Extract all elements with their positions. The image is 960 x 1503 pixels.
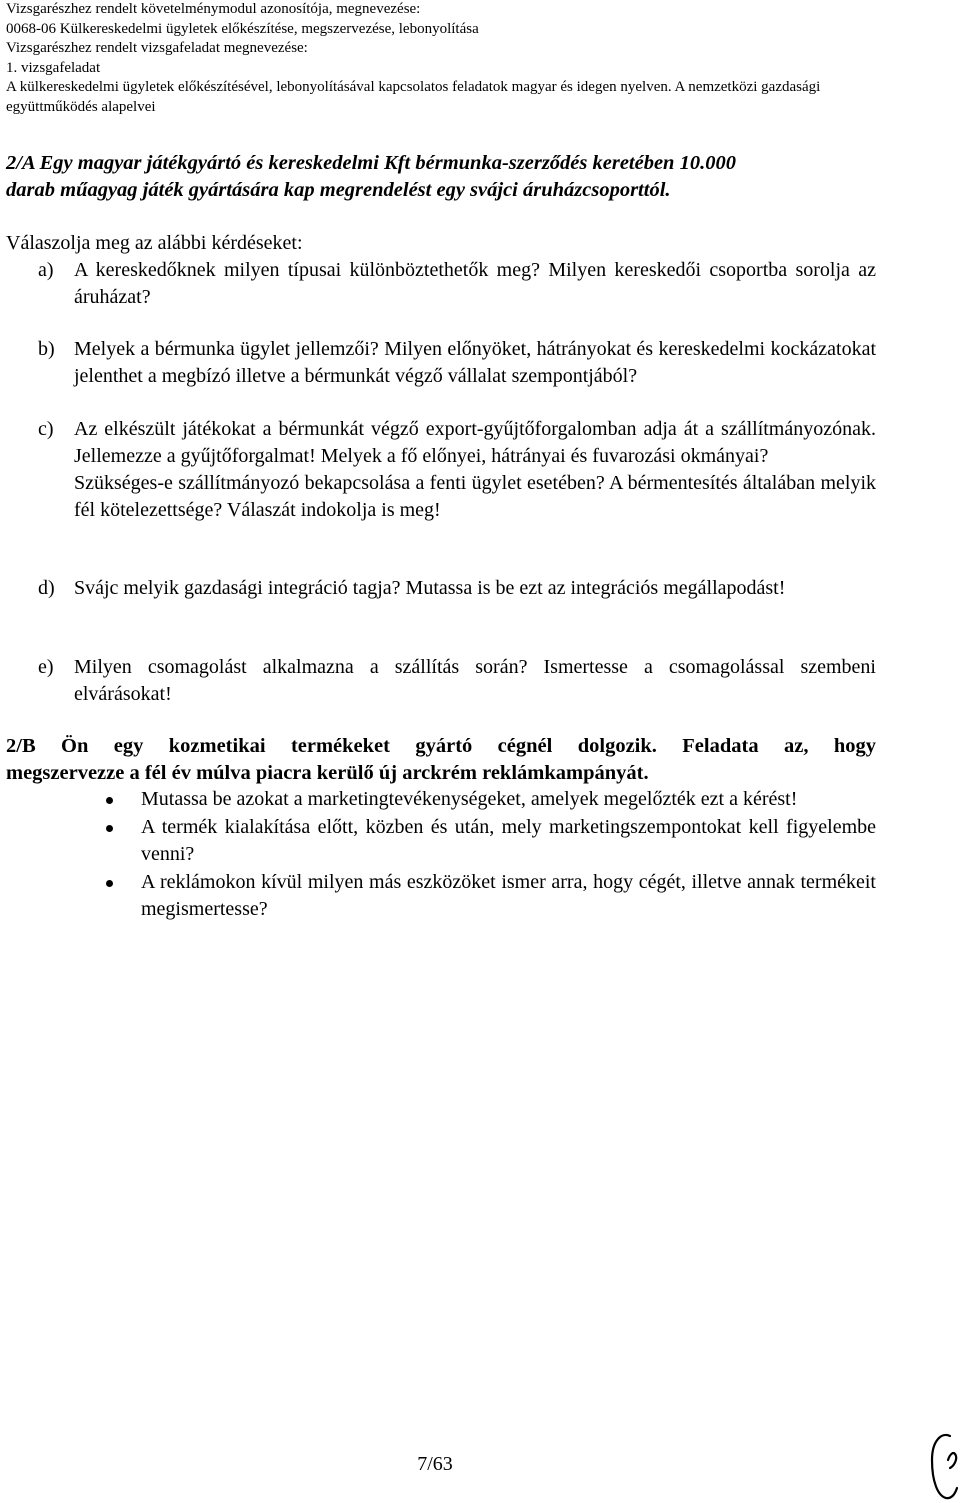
- page-number: 7/63: [417, 1453, 453, 1475]
- header-task-description: A külkereskedelmi ügyletek előkészítésével, lebonyolításával kapcsolatos feladatok magyar és idegen nyelven. A nemzetközi gazdasági: [6, 79, 821, 95]
- question-label: b): [38, 338, 55, 360]
- question-b: [38, 336, 876, 390]
- task-b-title-line1: 2/B Ön egy kozmetikai termékeket gyártó cégnél dolgozik. Feladata az, hogy: [6, 735, 876, 757]
- task-b-bullet-list: [106, 786, 876, 924]
- list-item: [106, 814, 876, 868]
- question-text: Milyen csomagolást alkalmazna a szállítás során? Ismertesse a csomagolással szembeni elvárásokat!: [74, 656, 876, 705]
- question-label: e): [38, 656, 54, 678]
- header-module-name: 0068-06 Külkereskedelmi ügyletek előkészítése, megszervezése, lebonyolítása: [6, 20, 479, 37]
- list-item-text: Mutassa be azokat a marketingtevékenységeket, amelyek megelőzték ezt a kérést!: [141, 788, 798, 810]
- signature-icon: [920, 1430, 960, 1503]
- header-task-label: Vizsgarészhez rendelt vizsgafeladat megnevezése:: [6, 40, 308, 56]
- question-label: d): [38, 577, 55, 599]
- task-a-title: [6, 150, 876, 204]
- bullet-icon: [106, 797, 113, 804]
- question-text: Svájc melyik gazdasági integráció tagja? Mutassa is be ezt az integrációs megállapodást!: [74, 577, 786, 599]
- question-label: a): [38, 259, 54, 281]
- question-text: Melyek a bérmunka ügylet jellemzői? Milyen előnyöket, hátrányokat és kereskedelmi kockázatokat jelenthet a megbízó illetve a bérmunkát végző vállalat szempontjából?: [74, 338, 876, 387]
- bullet-icon: [106, 825, 113, 832]
- header-task-description-cont: együttműködés alapelvei: [6, 98, 156, 115]
- header-module-label: Vizsgarészhez rendelt követelménymodul azonosítója, megnevezése:: [6, 1, 421, 17]
- question-text: Az elkészült játékokat a bérmunkát végző export-gyűjtőforgalomban adja át a szállítmányozónak. Jellemezze a gyűjtőforgalmat! Melyek a fő előnyei, hátrányai és fuvarozási okmányai?: [74, 418, 876, 467]
- question-e: [38, 654, 876, 708]
- question-text-cont: Szükséges-e szállítmányozó bekapcsolása a fenti ügylet esetében? A bérmentesítés általában melyik fél kötelezettsége? Válaszát indokolja is meg!: [74, 472, 876, 521]
- list-item: [106, 869, 876, 923]
- list-item-text: A termék kialakítása előtt, közben és után, mely marketingszempontokat kell figyelembe venni?: [141, 816, 876, 865]
- question-d: [38, 575, 876, 602]
- task-a-title-line1: 2/A Egy magyar játékgyártó és kereskedelmi Kft bérmunka-szerződés keretében 10.000: [6, 152, 736, 174]
- list-item: [106, 786, 876, 813]
- bullet-icon: [106, 880, 113, 887]
- question-text: A kereskedőknek milyen típusai különböztethetők meg? Milyen kereskedői csoportba sorolja az áruházat?: [74, 259, 876, 308]
- question-c: [38, 416, 876, 524]
- page-header: [6, 0, 956, 117]
- task-b-title: [6, 733, 876, 787]
- task-a-intro: Válaszolja meg az alábbi kérdéseket:: [6, 232, 303, 254]
- question-label: c): [38, 418, 54, 440]
- task-b-title-line2: megszervezze a fél év múlva piacra kerülő új arckrém reklámkampányát.: [6, 762, 649, 784]
- list-item-text: A reklámokon kívül milyen más eszközöket ismer arra, hogy cégét, illetve annak termékeit megismertesse?: [141, 871, 876, 920]
- task-a-title-line2: darab műagyag játék gyártására kap megrendelést egy svájci áruházcsoporttól.: [6, 179, 671, 201]
- question-a: [38, 257, 876, 311]
- header-task-number: 1. vizsgafeladat: [6, 59, 101, 76]
